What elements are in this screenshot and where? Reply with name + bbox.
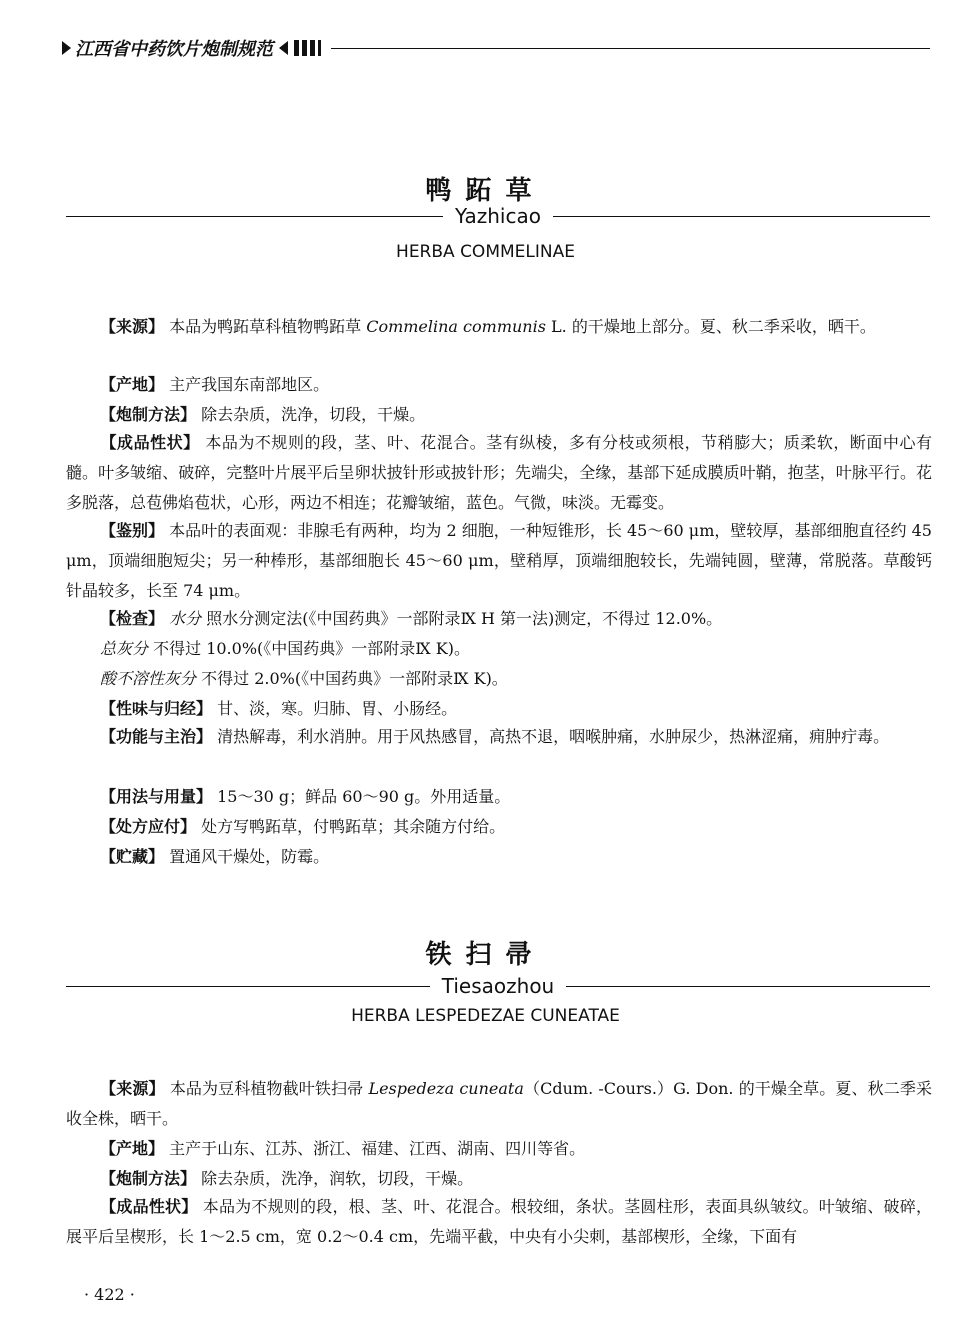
entry-title: 铁扫帚 xyxy=(425,940,546,970)
label-prescription: 【处方应付】 xyxy=(100,817,197,836)
section-character: 【成品性状】 本品为不规则的段，茎、叶、花混合。茎有纵棱，多有分枝或须根，节稍膨大；质柔软，断面中心有髓。叶多皱缩、破碎，完整叶片展平后呈卵状披针形或披针形；先端尖，全缘，基部下延成膜质叶鞘，抱茎，叶脉平行。花多脱落，总苞佛焰苞状，心形，两边不相连；花瓣皱缩，蓝色。气微，味淡。无霉变。 xyxy=(66,433,932,512)
species-name: Lespedeza cuneata xyxy=(368,1079,524,1098)
section-origin: 【产地】 主产于山东、江苏、浙江、福建、江西、湖南、四川等省。 xyxy=(100,1139,586,1158)
label-acid-ash: 酸不溶性灰分 xyxy=(100,669,197,688)
label-total-ash: 总灰分 xyxy=(100,639,149,658)
entry-title: 鸭跖草 xyxy=(425,176,546,206)
header-bars-decoration xyxy=(294,40,321,56)
section-total-ash: 总灰分 不得过 10.0%(《中国药典》一部附录Ⅸ K)。 xyxy=(100,639,470,658)
section-acid-ash: 酸不溶性灰分 不得过 2.0%(《中国药典》一部附录Ⅸ K)。 xyxy=(100,669,508,688)
label-processing: 【炮制方法】 xyxy=(100,1169,197,1188)
section-source: 【来源】 本品为鸭跖草科植物鸭跖草 Commelina communis L. 的干燥地上部分。夏、秋二季采收，晒干。 xyxy=(100,317,876,336)
section-source: 【来源】 本品为豆科植物截叶铁扫帚 Lespedeza cuneata（Cdum. -Cours.）G. Don. 的干燥全草。夏、秋二季采收全株，晒干。 xyxy=(66,1079,932,1128)
header-title: 江西省中药饮片炮制规范 xyxy=(75,39,273,60)
header-rule xyxy=(331,48,930,49)
rule-left xyxy=(66,216,443,217)
running-header xyxy=(62,36,930,60)
label-source: 【来源】 xyxy=(100,317,165,336)
label-character: 【成品性状】 xyxy=(100,1197,198,1216)
section-taste: 【性味与归经】 甘、淡，寒。归肺、胃、小肠经。 xyxy=(100,699,458,718)
label-dosage: 【用法与用量】 xyxy=(100,787,213,806)
label-origin: 【产地】 xyxy=(100,1139,165,1158)
label-function: 【功能与主治】 xyxy=(100,727,213,746)
label-character: 【成品性状】 xyxy=(100,433,200,452)
section-identification: 【鉴别】 本品叶的表面观：非腺毛有两种，均为 2 细胞，一种短锥形，长 45～60 μm，壁较厚，基部细胞直径约 45 μm，顶端细胞短尖；另一种棒形，基部细胞长 45～60 μm，壁稍厚，顶端细胞较长，先端钝圆，壁薄，常脱落。草酸钙针晶较多，长至 74 μm。 xyxy=(66,521,932,600)
label-inspection: 【检查】 xyxy=(100,609,165,628)
pinyin-row xyxy=(66,204,930,228)
section-dosage: 【用法与用量】 15～30 g；鲜品 60～90 g。外用适量。 xyxy=(100,787,511,806)
page-number: · 422 · xyxy=(84,1285,135,1304)
label-origin: 【产地】 xyxy=(100,375,165,394)
label-water: 水分 xyxy=(169,609,202,628)
label-taste: 【性味与归经】 xyxy=(100,699,213,718)
pinyin-row xyxy=(66,974,930,998)
section-processing: 【炮制方法】 除去杂质，洗净，润软，切段，干燥。 xyxy=(100,1169,474,1188)
section-origin: 【产地】 主产我国东南部地区。 xyxy=(100,375,330,394)
section-prescription: 【处方应付】 处方写鸭跖草，付鸭跖草；其余随方付给。 xyxy=(100,817,506,836)
triangle-right-icon xyxy=(62,41,71,55)
triangle-left-icon xyxy=(279,41,288,55)
section-storage: 【贮藏】 置通风干燥处，防霉。 xyxy=(100,847,330,866)
section-processing: 【炮制方法】 除去杂质，洗净，切段，干燥。 xyxy=(100,405,426,424)
entry-latin-name: HERBA COMMELINAE xyxy=(396,242,575,262)
entry-pinyin: Tiesaozhou xyxy=(441,974,555,998)
rule-right xyxy=(566,986,930,987)
rule-left xyxy=(66,986,430,987)
species-name: Commelina communis xyxy=(366,317,546,336)
label-source: 【来源】 xyxy=(100,1079,165,1098)
entry-latin-name: HERBA LESPEDEZAE CUNEATAE xyxy=(351,1006,620,1026)
section-inspection: 【检查】 水分 照水分测定法(《中国药典》一部附录Ⅸ H 第一法)测定，不得过 12.0%。 xyxy=(100,609,723,628)
label-identification: 【鉴别】 xyxy=(100,521,165,540)
entry-pinyin: Yazhicao xyxy=(455,204,541,228)
section-character: 【成品性状】 本品为不规则的段，根、茎、叶、花混合。根较细，条状。茎圆柱形，表面具纵皱纹。叶皱缩、破碎，展平后呈楔形，长 1～2.5 cm，宽 0.2～0.4 cm，先端平截，中央有小尖刺，基部楔形，全缘，下面有 xyxy=(66,1197,932,1246)
label-processing: 【炮制方法】 xyxy=(100,405,197,424)
rule-right xyxy=(553,216,930,217)
label-storage: 【贮藏】 xyxy=(100,847,165,866)
section-function: 【功能与主治】 清热解毒，利水消肿。用于风热感冒，高热不退，咽喉肿痛，水肿尿少，热淋涩痛，痈肿疔毒。 xyxy=(100,727,890,746)
